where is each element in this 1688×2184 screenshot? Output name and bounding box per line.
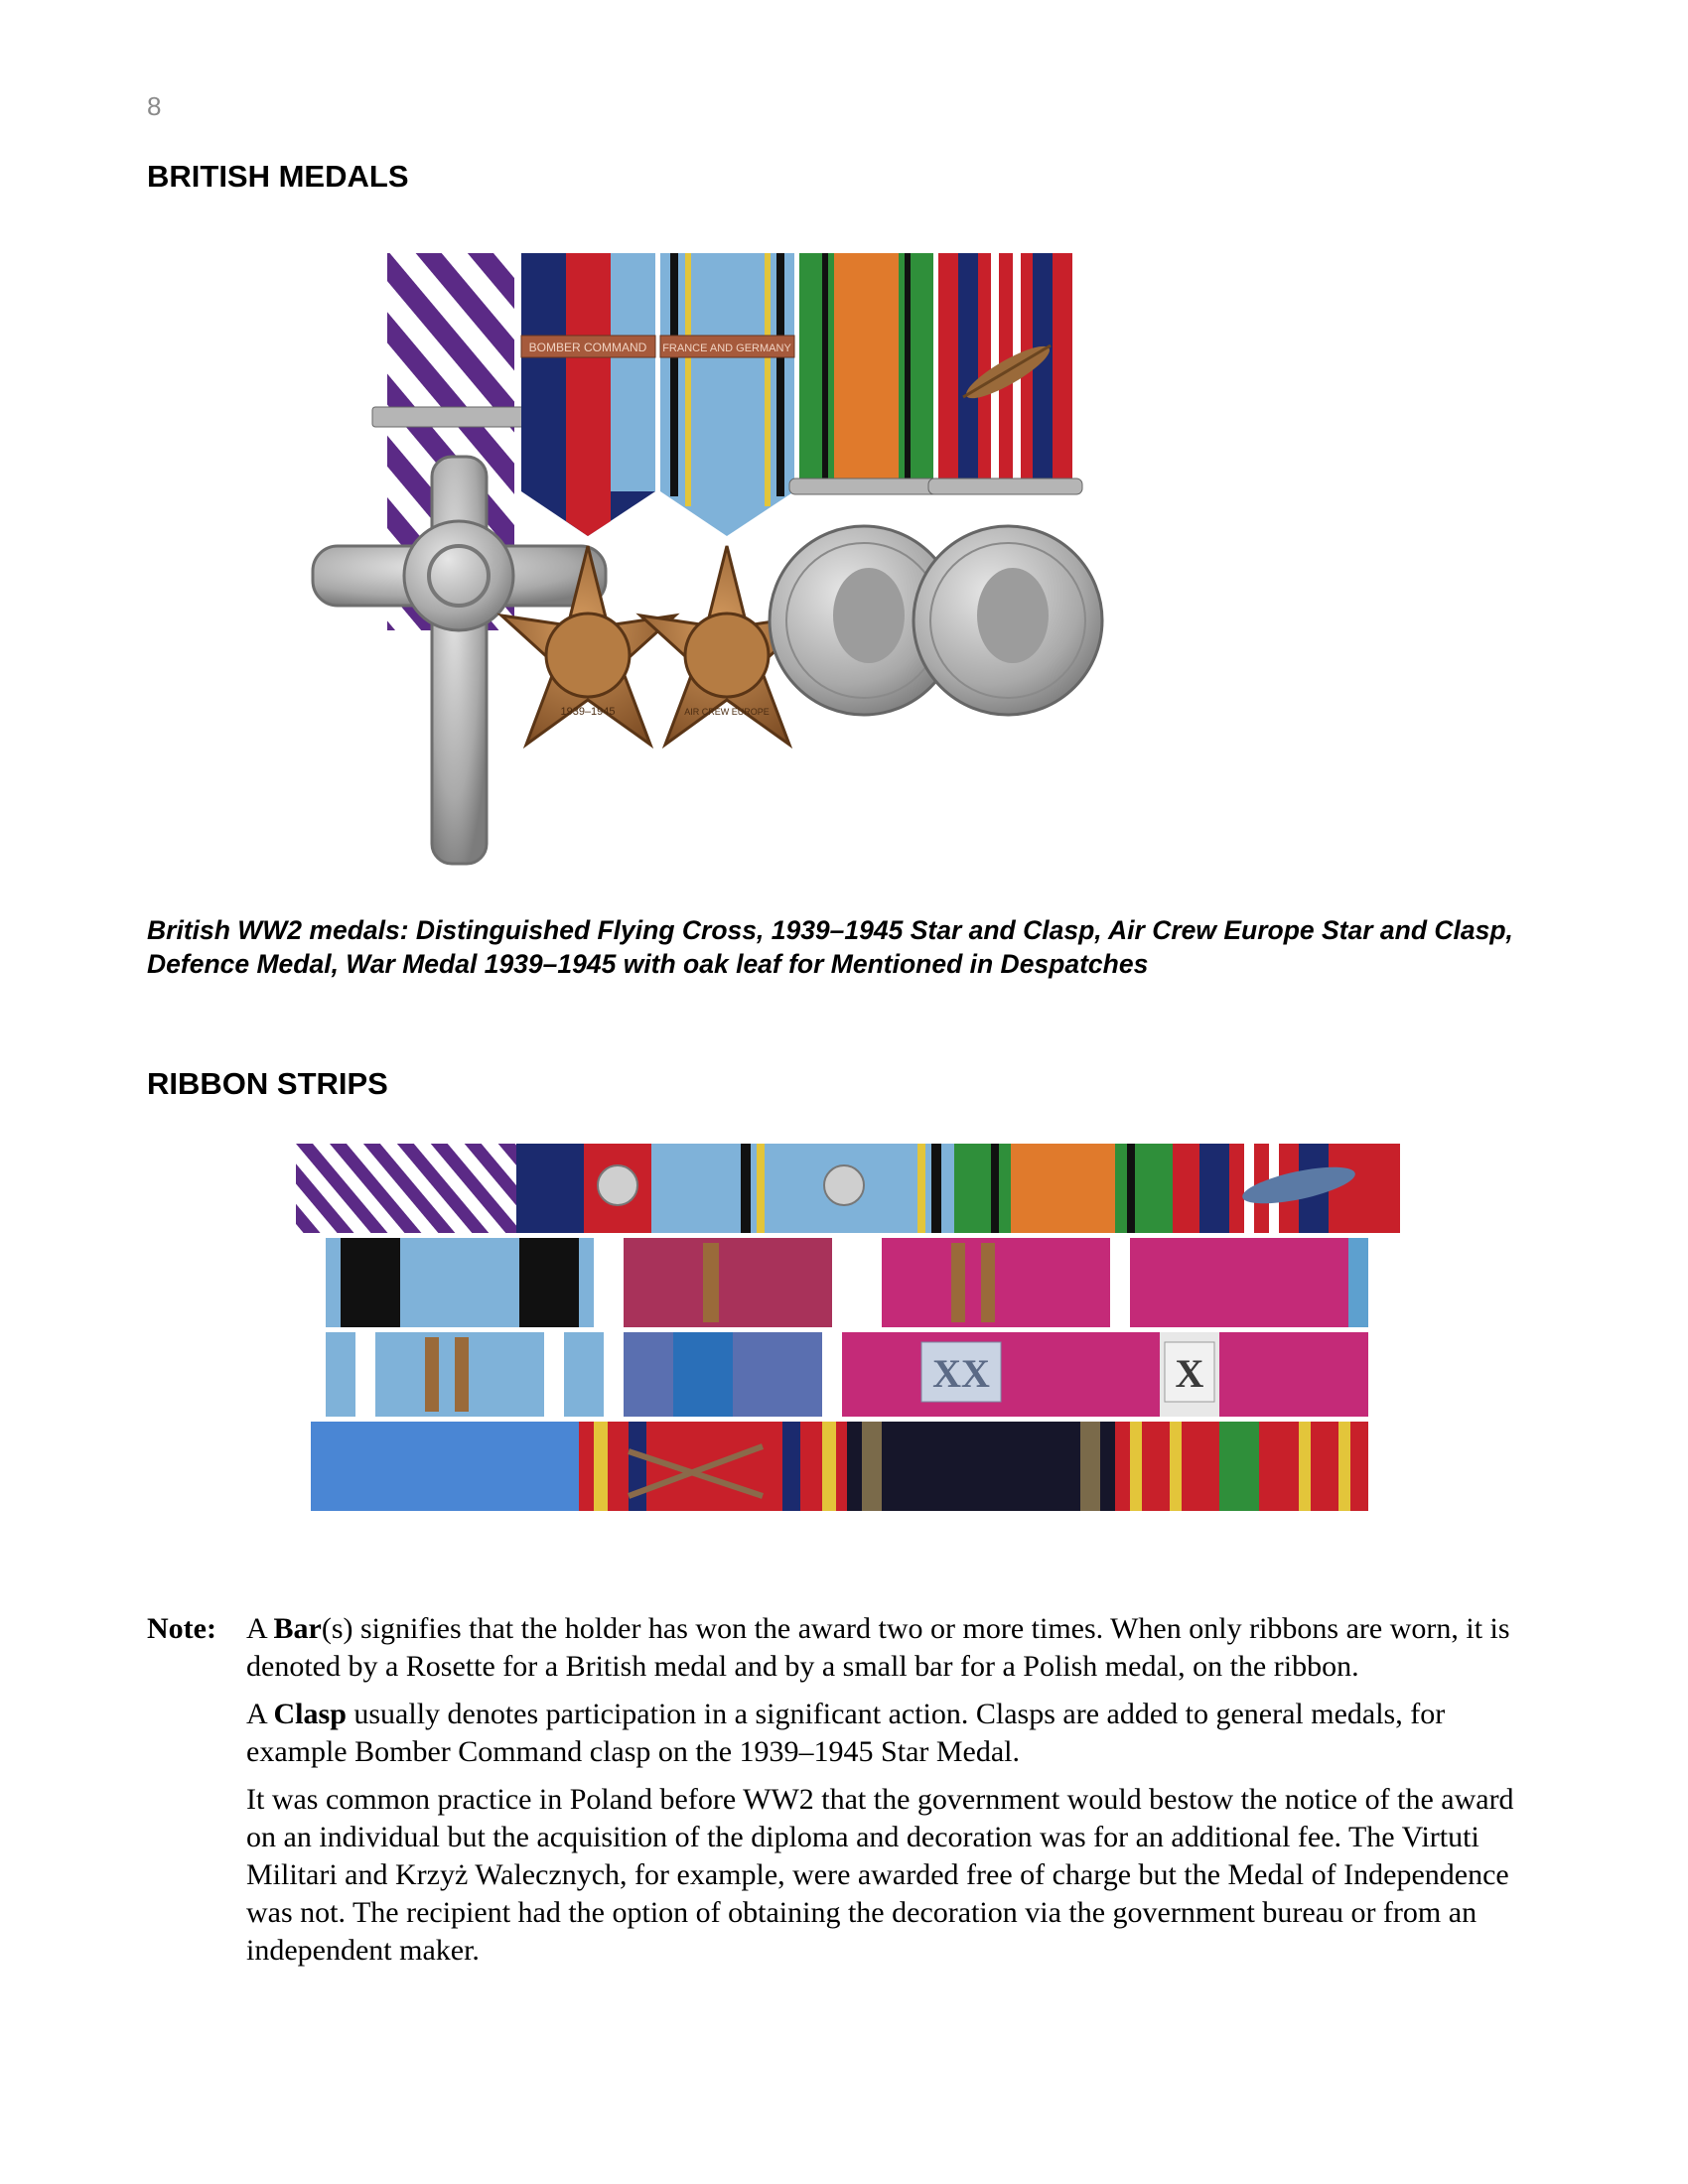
note-body <box>246 1610 1537 1979</box>
british-medals-photo <box>308 248 1375 879</box>
star-1939-1945-inscription: 1939–1945 <box>560 706 616 718</box>
defence-medal-suspender <box>789 478 943 494</box>
clasp-france-and-germany-text: FRANCE AND GERMANY <box>662 342 791 354</box>
rosette-icon <box>598 1165 637 1205</box>
note-text: A <box>246 1698 274 1730</box>
section-heading-ribbon-strips: RIBBON STRIPS <box>147 1066 388 1101</box>
note-paragraph-clasp <box>246 1696 1537 1771</box>
note-text: A <box>246 1612 274 1645</box>
ribbon-strips-photo <box>296 1144 1400 1516</box>
war-medal-suspender <box>928 478 1082 494</box>
rosette-icon <box>824 1165 864 1205</box>
page-number: 8 <box>147 91 162 121</box>
note-paragraph-bar <box>246 1610 1537 1686</box>
dfc-suspension-bar <box>372 407 529 427</box>
note-text: usually denotes participation in a significant action. Clasps are added to general medals, for example Bomber Command clasp on the 1939–1945 Star Medal. <box>246 1698 1446 1768</box>
defence-medal-ribbon <box>799 253 933 486</box>
ribbon-row-4 <box>311 1422 1368 1511</box>
clasp-bomber-command-text: BOMBER COMMAND <box>528 341 647 354</box>
note-text: It was common practice in Poland before WW2 that the government would bestow the notice of the award on an individual but the acquisition of the diploma and decoration was for an additional fee. The Virtuti Militari and Krzyż Walecznych, for example, were awarded free of charge but the Medal of Independence was not. The recipient had the option of obtaining the decoration via the government bureau or from an independent maker. <box>246 1783 1514 1967</box>
air-crew-europe-inscription: AIR CREW EUROPE <box>684 707 770 717</box>
note-label: Note: <box>147 1612 216 1645</box>
device-xx-text: XX <box>932 1351 990 1396</box>
figure-caption: British WW2 medals: Distinguished Flying Cross, 1939–1945 Star and Clasp, Air Crew Europe Star and Clasp, Defence Medal, War Medal 1939–1945 with oak leaf for Mentioned in Despatches <box>147 915 1513 979</box>
note-text: (s) signifies that the holder has won the award two or more times. When only ribbons are worn, it is denoted by a Rosette for a British medal and by a small bar for a Polish medal, on the ribbon. <box>246 1612 1510 1683</box>
note-term-bar: Bar <box>273 1612 322 1645</box>
section-heading-british-medals: BRITISH MEDALS <box>147 159 409 194</box>
device-x-text: X <box>1175 1351 1204 1396</box>
star-1939-1945-ribbon <box>521 253 655 536</box>
air-crew-europe-ribbon <box>660 253 794 536</box>
war-medal <box>914 526 1102 715</box>
ribbon-row-2 <box>326 1238 1368 1327</box>
note-paragraph-poland <box>246 1781 1537 1970</box>
note-term-clasp: Clasp <box>273 1698 347 1730</box>
